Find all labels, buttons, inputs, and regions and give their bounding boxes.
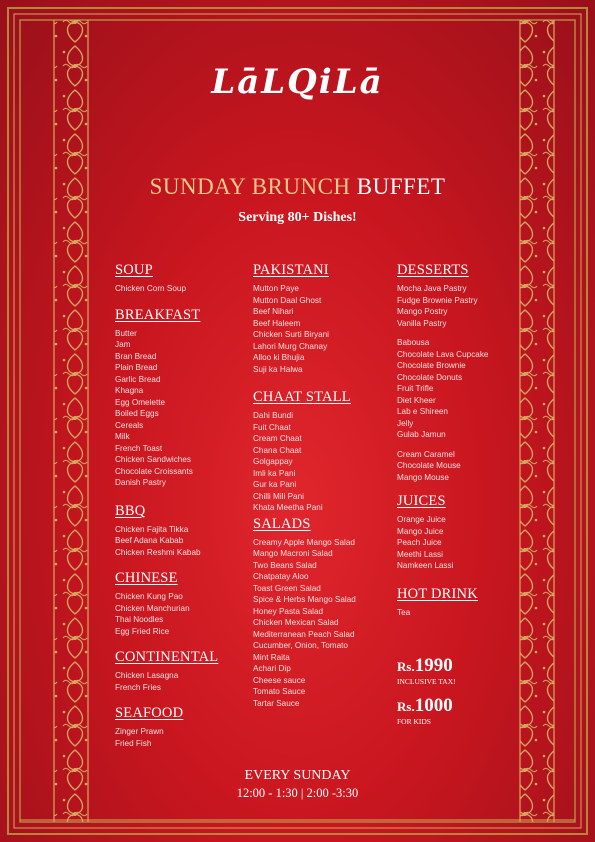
menu-item: Mocha Java Pastry	[397, 284, 467, 293]
menu-item: Namkeen Lassi	[397, 561, 454, 570]
menu-item: Chicken Kung Pao	[115, 592, 183, 601]
section-title: SALADS	[253, 515, 311, 532]
menu-item: Fried Fish	[115, 738, 152, 748]
menu-item: Cucumber, Onion, Tomato	[253, 641, 348, 650]
menu-item: Boiled Eggs	[115, 409, 159, 418]
section-title: HOT DRINK	[397, 585, 478, 602]
menu-item: Toast Green Salad	[253, 583, 321, 593]
menu-item: Beef Haleem	[253, 318, 301, 328]
menu-section	[253, 516, 393, 710]
price-kids	[397, 696, 515, 726]
menu-item: Alloo ki Bhujia	[253, 353, 305, 362]
menu-item: Mango Juice	[397, 526, 444, 536]
section-title: BREAKFAST	[115, 306, 201, 323]
menu-item: Chicken Surti Biryani	[253, 330, 329, 339]
title-part-1: SUNDAY BRUNCH	[149, 174, 351, 199]
footer	[0, 768, 595, 801]
menu-item: Honey Pasta Salad	[253, 606, 324, 616]
menu-item: Mediterranean Peach Salad	[253, 629, 355, 639]
menu-item: Garlic Bread	[115, 374, 161, 384]
menu-item: French Toast	[115, 443, 163, 453]
menu-item: Jam	[115, 340, 131, 349]
menu-item: Danish Pastry	[115, 478, 166, 487]
menu-item: Creamy Apple Mango Salad	[253, 537, 355, 547]
menu-item: Cereals	[115, 420, 144, 430]
price-amount: 1990	[414, 655, 453, 676]
menu-item: Meethi Lassi	[397, 549, 443, 559]
menu-item: Mutton Daal Ghost	[253, 295, 322, 305]
menu-item: Mango Postry	[397, 307, 448, 316]
price-adult	[397, 656, 515, 686]
menu-item: Achari Dip	[253, 664, 291, 673]
menu-section	[115, 307, 245, 489]
menu-item: Milk	[115, 432, 130, 441]
price-note: FOR KIDS	[397, 717, 431, 726]
price-note: INCLUSIVE TAX!	[397, 677, 456, 686]
title-part-2: BUFFET	[356, 174, 446, 199]
page-title	[0, 174, 595, 200]
menu-item: Mango Macroni Salad	[253, 549, 333, 558]
menu-item: Chicken Mexican Salad	[253, 618, 339, 627]
menu-item: Butter	[115, 328, 137, 338]
menu-item: Golgappay	[253, 457, 293, 466]
menu-item: Vanilla Pastry	[397, 318, 447, 328]
menu-item: Chicken Lasagna	[115, 671, 179, 680]
menu-item: Chicken Manchurian	[115, 603, 190, 613]
page-subtitle: Serving 80+ Dishes!	[238, 210, 357, 225]
menu-item: Tartar Sauce	[253, 698, 300, 708]
menu-section	[115, 705, 245, 749]
menu-item: Chocolate Croissants	[115, 466, 193, 476]
menu-column-middle	[253, 262, 393, 709]
menu-item: Zinger Prawn	[115, 727, 164, 736]
item-group-spacer	[397, 441, 515, 449]
price-currency: Rs.	[397, 659, 415, 674]
menu-item: Mutton Paye	[253, 284, 299, 293]
brand-logo: LāLQiLā	[211, 62, 384, 102]
menu-item: Plain Bread	[115, 363, 158, 372]
menu-item: Chocolate Brownie	[397, 361, 466, 370]
section-title: PAKISTANI	[253, 262, 329, 278]
menu-item: Egg Fried Rice	[115, 626, 170, 636]
menu-item: Chocolate Mouse	[397, 461, 461, 470]
menu-item: Gur ka Pani	[253, 480, 297, 489]
menu-item: Dahi Bundi	[253, 411, 294, 420]
menu-section	[115, 649, 245, 693]
menu-section	[115, 570, 245, 637]
menu-item: Lahori Murg Chanay	[253, 341, 328, 351]
menu-item: Beef Adana Kabab	[115, 536, 184, 545]
menu-item: Chicken Reshmi Kabab	[115, 547, 201, 557]
menu-item: Cream Caramel	[397, 449, 455, 459]
menu-item: Chana Chaat	[253, 445, 302, 455]
section-title: BBQ	[115, 502, 146, 519]
menu-section	[397, 586, 515, 619]
menu-section	[253, 262, 393, 375]
menu-item: Jelly	[397, 418, 414, 428]
menu-item: Chilli Mili Pani	[253, 491, 304, 501]
menu-item: Imli ka Pani	[253, 468, 296, 478]
section-title: CONTINENTAL	[115, 649, 219, 665]
menu-item: Fuit Chaat	[253, 422, 291, 432]
menu-item: Suji ka Halwa	[253, 364, 303, 374]
menu-item: French Fries	[115, 682, 161, 692]
menu-section	[253, 389, 393, 514]
menu-item: Babousa	[397, 338, 430, 347]
menu-item: Chatpatay Aloo	[253, 572, 309, 581]
menu-section	[115, 262, 245, 295]
menu-item: Lab e Shireen	[397, 407, 448, 416]
menu-item: Thai Noodles	[115, 615, 164, 624]
menu-item: Chicken Sandwiches	[115, 455, 192, 464]
menu-item: Chicken Fajita Tikka	[115, 524, 189, 534]
menu-item: Diet Kheer	[397, 395, 436, 405]
price-currency: Rs.	[397, 699, 415, 714]
price-block	[397, 656, 515, 726]
menu-item: Chocolate Lava Cupcake	[397, 349, 489, 359]
menu-item: Spice & Herbs Mango Salad	[253, 595, 356, 604]
menu-item: Tomato Sauce	[253, 687, 306, 696]
menu-column-left	[115, 262, 245, 749]
menu-item: Two Beans Salad	[253, 560, 317, 570]
section-title: SOUP	[115, 262, 153, 278]
menu-section	[115, 503, 245, 559]
menu-item: Egg Omelette	[115, 397, 166, 407]
menu-item: Chicken Corn Soup	[115, 284, 186, 293]
menu-section	[397, 262, 515, 483]
menu-item: Peach Juice	[397, 538, 442, 547]
section-title: SEAFOOD	[115, 705, 184, 721]
section-title: CHAAT STALL	[253, 389, 351, 405]
footer-times: 12:00 - 1:30 | 2:00 -3:30	[236, 786, 359, 800]
menu-item: Orange Juice	[397, 515, 446, 524]
menu-item: Khata Meetha Pani	[253, 503, 323, 512]
menu-column-right	[397, 262, 515, 618]
menu-item: Fruit Trifle	[397, 384, 434, 393]
menu-item: Tea	[397, 607, 411, 617]
section-title: DESSERTS	[397, 262, 469, 278]
price-amount: 1000	[414, 695, 453, 716]
footer-day: EVERY SUNDAY	[244, 768, 351, 783]
section-title: JUICES	[397, 493, 446, 509]
menu-item: Fudge Brownie Pastry	[397, 295, 478, 305]
menu-item: Bran Bread	[115, 351, 157, 361]
menu-item: Chocolate Donuts	[397, 372, 463, 382]
menu-item: Mango Mouse	[397, 472, 449, 482]
menu-item: Beef Nihari	[253, 307, 294, 316]
menu-item: Khagna	[115, 386, 144, 395]
menu-item: Gulab Jamun	[397, 430, 446, 439]
menu-item: Mint Raita	[253, 652, 290, 662]
item-group-spacer	[397, 329, 515, 337]
section-title: CHINESE	[115, 570, 178, 586]
menu-section	[397, 493, 515, 572]
menu-item: Cream Chaat	[253, 434, 302, 443]
menu-item: Cheese sauce	[253, 675, 306, 685]
